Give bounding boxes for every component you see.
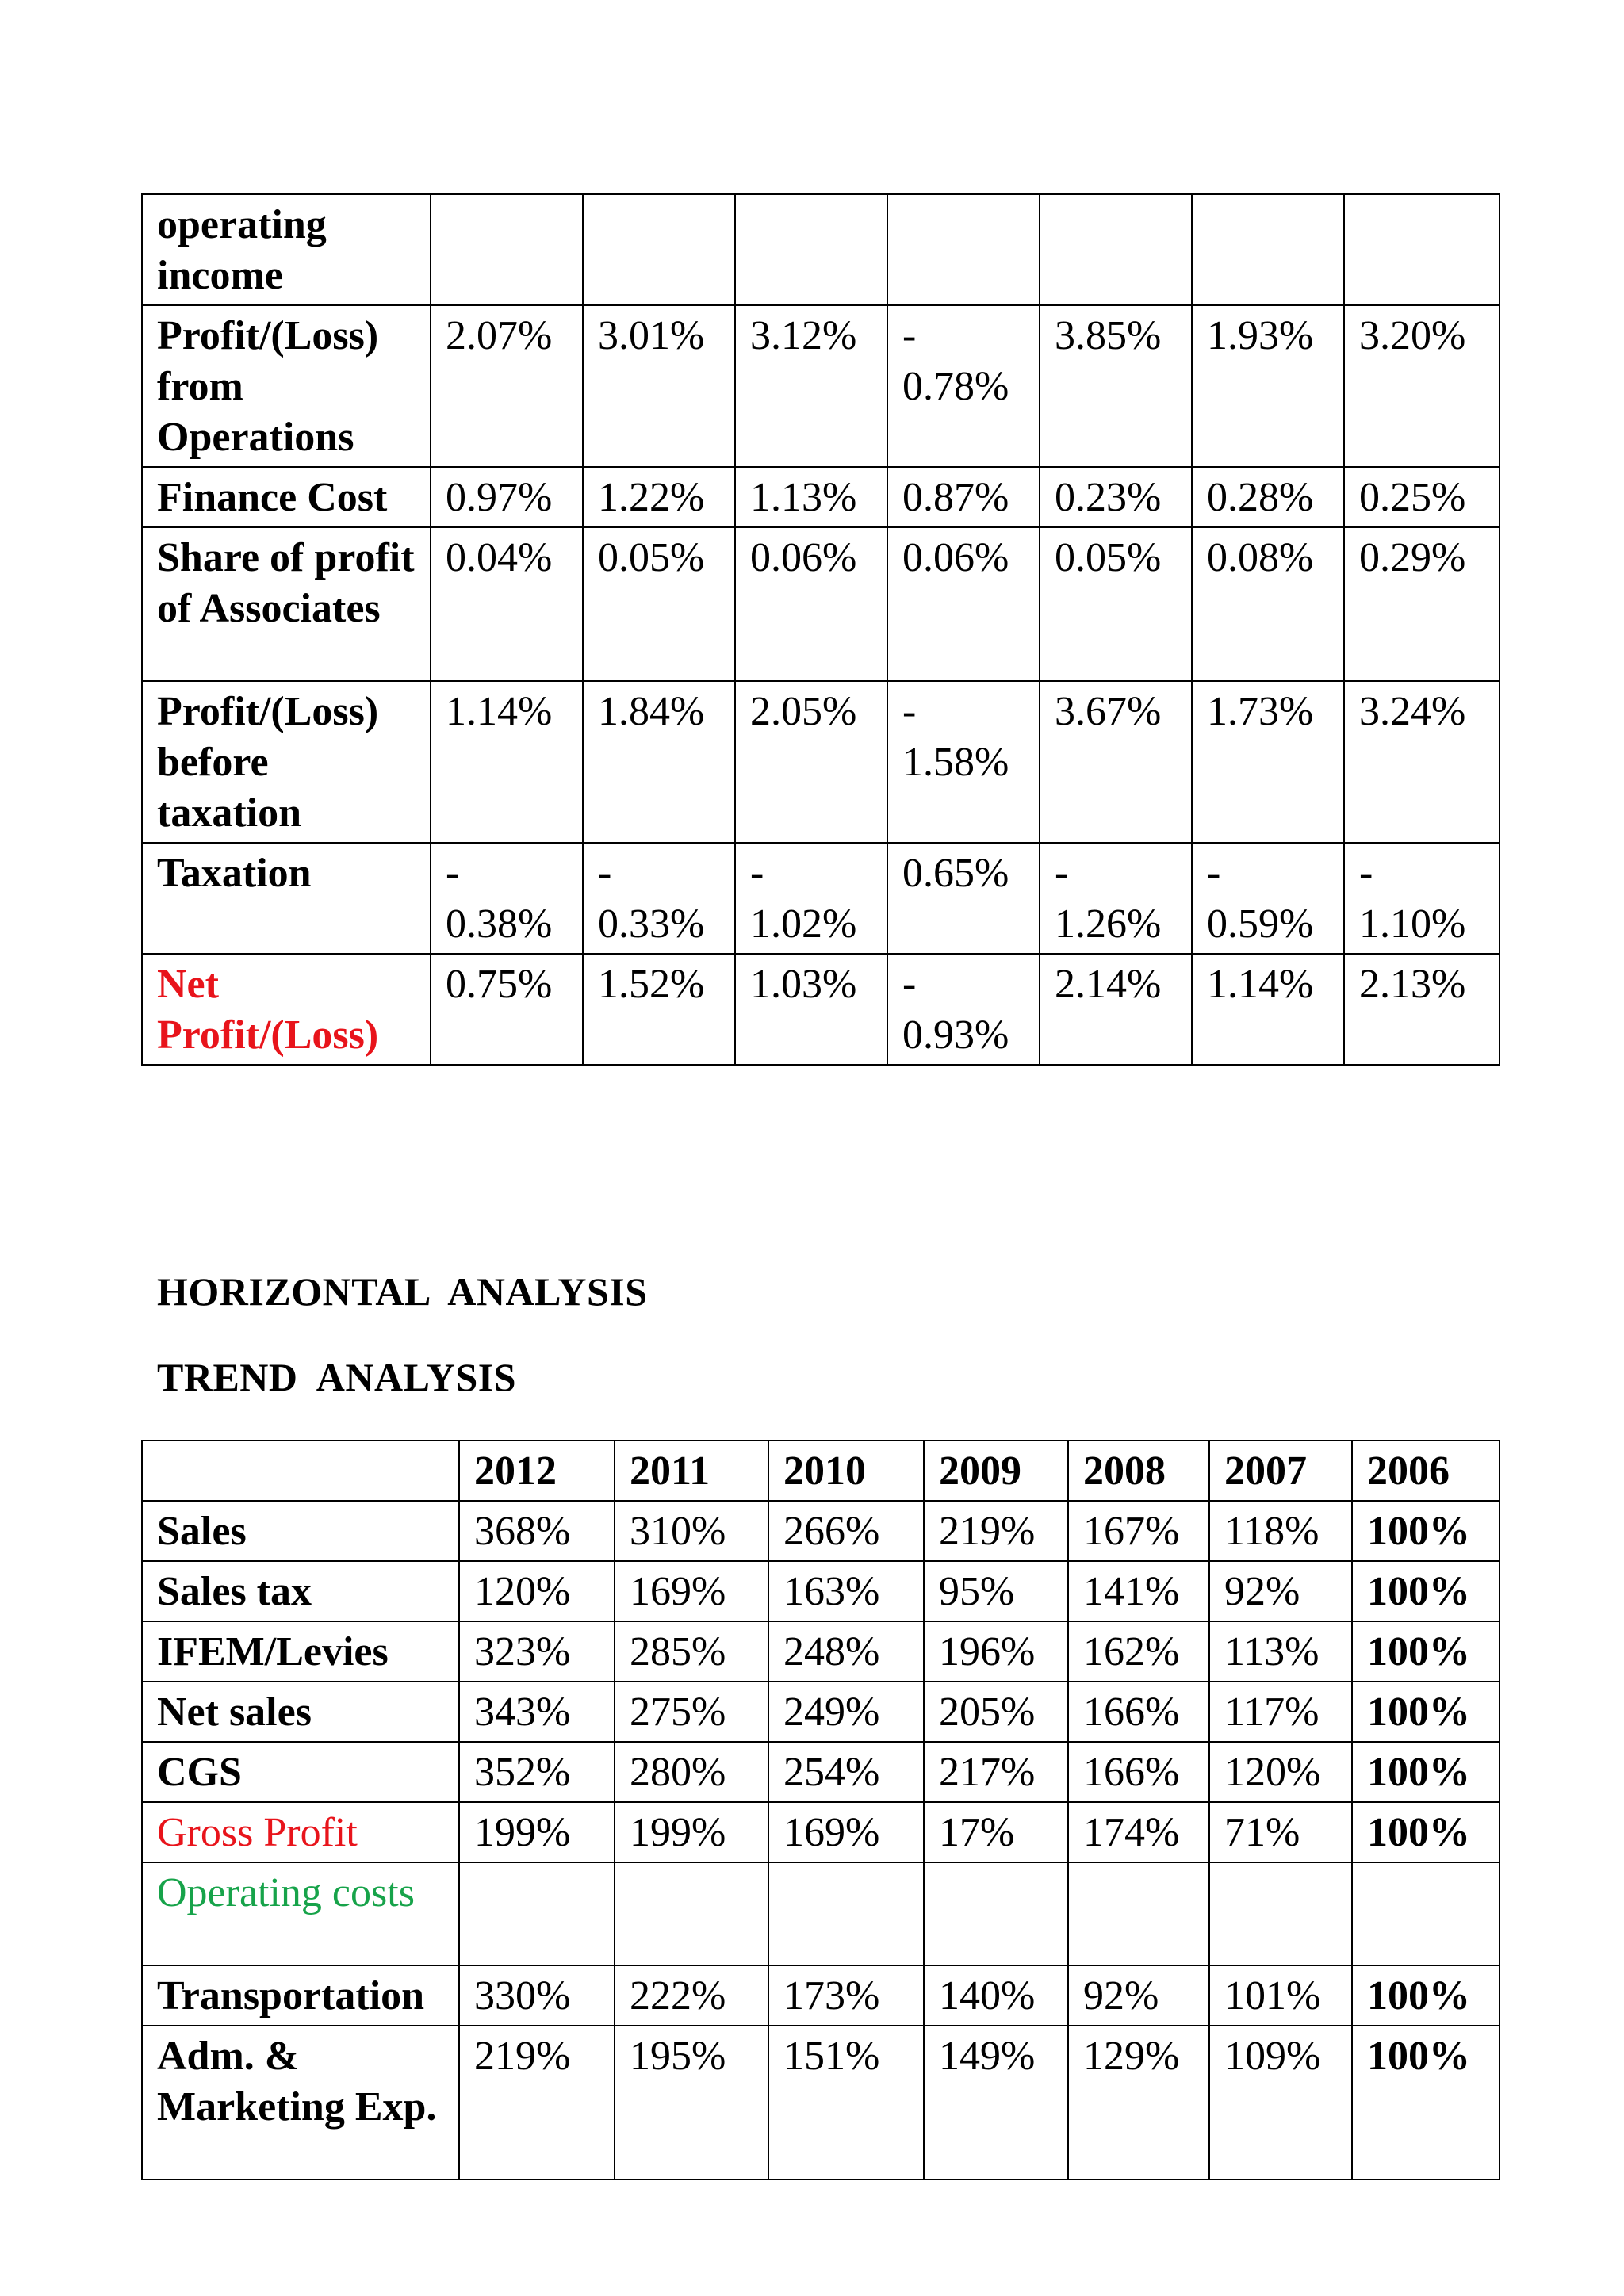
row-label-sales: Sales [142, 1501, 459, 1561]
cell: 140% [924, 1965, 1068, 2026]
row-label-adm-marketing: Adm. & Marketing Exp. [142, 2026, 459, 2179]
table-row [142, 681, 1500, 843]
table-row [142, 467, 1500, 527]
table-header-row [142, 1441, 1500, 1501]
cell: 92% [1209, 1561, 1352, 1621]
cell: 199% [459, 1802, 615, 1862]
cell [1352, 1862, 1500, 1965]
cell: 1.13% [735, 467, 887, 527]
cell: 100% [1352, 1561, 1500, 1621]
cell: 330% [459, 1965, 615, 2026]
trend-analysis-table [141, 1440, 1500, 2180]
cell [1040, 194, 1192, 305]
cell: - 1.58% [887, 681, 1040, 843]
cell: 3.67% [1040, 681, 1192, 843]
cell: 95% [924, 1561, 1068, 1621]
cell: 129% [1068, 2026, 1209, 2179]
cell: 141% [1068, 1561, 1209, 1621]
cell: 1.84% [583, 681, 735, 843]
cell: 173% [768, 1965, 924, 2026]
cell: - 1.02% [735, 843, 887, 954]
header-empty-cell [142, 1441, 459, 1501]
cell: 118% [1209, 1501, 1352, 1561]
cell: 100% [1352, 1682, 1500, 1742]
column-header-year: 2006 [1352, 1441, 1500, 1501]
cell: 196% [924, 1621, 1068, 1682]
cell: 0.06% [887, 527, 1040, 681]
cell: 0.05% [583, 527, 735, 681]
cell: 3.24% [1344, 681, 1500, 843]
table-row [142, 2026, 1500, 2179]
row-label-gross-profit: Gross Profit [142, 1802, 459, 1862]
cell: 266% [768, 1501, 924, 1561]
cell: 166% [1068, 1682, 1209, 1742]
cell: 100% [1352, 2026, 1500, 2179]
cell: - 1.26% [1040, 843, 1192, 954]
cell: 0.06% [735, 527, 887, 681]
row-label-transportation: Transportation [142, 1965, 459, 2026]
cell: 163% [768, 1561, 924, 1621]
cell: 1.22% [583, 467, 735, 527]
cell: - 1.10% [1344, 843, 1500, 954]
cell: 285% [615, 1621, 768, 1682]
cell: 169% [615, 1561, 768, 1621]
cell: 0.08% [1192, 527, 1344, 681]
cell: 254% [768, 1742, 924, 1802]
cell [1209, 1862, 1352, 1965]
cell: 166% [1068, 1742, 1209, 1802]
cell: 343% [459, 1682, 615, 1742]
table-row [142, 954, 1500, 1065]
cell: 0.97% [431, 467, 583, 527]
row-label-finance-cost: Finance Cost [142, 467, 431, 527]
cell: 3.85% [1040, 305, 1192, 467]
cell [1192, 194, 1344, 305]
column-header-year: 2010 [768, 1441, 924, 1501]
table-row [142, 305, 1500, 467]
cell: 280% [615, 1742, 768, 1802]
cell: 0.65% [887, 843, 1040, 954]
table-row [142, 1802, 1500, 1862]
cell: - 0.93% [887, 954, 1040, 1065]
cell: 100% [1352, 1742, 1500, 1802]
cell: 275% [615, 1682, 768, 1742]
cell: 149% [924, 2026, 1068, 2179]
row-label-share-of-profit: Share of profit of Associates [142, 527, 431, 681]
cell: 249% [768, 1682, 924, 1742]
heading-trend-analysis: TREND ANALYSIS [157, 1355, 517, 1399]
cell: - 0.78% [887, 305, 1040, 467]
cell: 219% [459, 2026, 615, 2179]
cell: 151% [768, 2026, 924, 2179]
cell [924, 1862, 1068, 1965]
cell: 162% [1068, 1621, 1209, 1682]
cell: 1.52% [583, 954, 735, 1065]
cell: 3.20% [1344, 305, 1500, 467]
cell: 167% [1068, 1501, 1209, 1561]
table-row [142, 194, 1500, 305]
cell: 310% [615, 1501, 768, 1561]
cell: 205% [924, 1682, 1068, 1742]
cell: 199% [615, 1802, 768, 1862]
cell: - 0.38% [431, 843, 583, 954]
cell: 92% [1068, 1965, 1209, 2026]
row-label-operating-costs: Operating costs [142, 1862, 459, 1965]
cell: 0.29% [1344, 527, 1500, 681]
column-header-year: 2012 [459, 1441, 615, 1501]
cell: 169% [768, 1802, 924, 1862]
cell: 2.05% [735, 681, 887, 843]
cell [735, 194, 887, 305]
cell: 2.07% [431, 305, 583, 467]
cell: 0.05% [1040, 527, 1192, 681]
cell: 3.12% [735, 305, 887, 467]
cell [887, 194, 1040, 305]
cell: 1.14% [431, 681, 583, 843]
cell [615, 1862, 768, 1965]
cell: 248% [768, 1621, 924, 1682]
table-row [142, 1742, 1500, 1802]
table-row [142, 1965, 1500, 2026]
cell [1344, 194, 1500, 305]
row-label-sales-tax: Sales tax [142, 1561, 459, 1621]
cell: 195% [615, 2026, 768, 2179]
row-label-net-profit: Net Profit/(Loss) [142, 954, 431, 1065]
cell: 0.87% [887, 467, 1040, 527]
row-label-taxation: Taxation [142, 843, 431, 954]
column-header-year: 2007 [1209, 1441, 1352, 1501]
table-row [142, 1862, 1500, 1965]
table-row [142, 1682, 1500, 1742]
cell: 174% [1068, 1802, 1209, 1862]
cell [583, 194, 735, 305]
column-header-year: 2008 [1068, 1441, 1209, 1501]
cell: 113% [1209, 1621, 1352, 1682]
cell: 368% [459, 1501, 615, 1561]
cell: 0.75% [431, 954, 583, 1065]
cell: 101% [1209, 1965, 1352, 2026]
cell: 0.25% [1344, 467, 1500, 527]
cell: 323% [459, 1621, 615, 1682]
cell: 17% [924, 1802, 1068, 1862]
heading-horizontal-analysis: HORIZONTAL ANALYSIS [157, 1269, 648, 1314]
cell: 2.13% [1344, 954, 1500, 1065]
column-header-year: 2011 [615, 1441, 768, 1501]
table-row [142, 527, 1500, 681]
cell: 1.73% [1192, 681, 1344, 843]
cell: 2.14% [1040, 954, 1192, 1065]
cell: 100% [1352, 1501, 1500, 1561]
cell: 109% [1209, 2026, 1352, 2179]
cell: 117% [1209, 1682, 1352, 1742]
cell: 3.01% [583, 305, 735, 467]
table-row [142, 843, 1500, 954]
row-label-operating-income: operating income [142, 194, 431, 305]
cell: 222% [615, 1965, 768, 2026]
cell [768, 1862, 924, 1965]
cell: 0.04% [431, 527, 583, 681]
cell: 71% [1209, 1802, 1352, 1862]
cell: 120% [459, 1561, 615, 1621]
cell: 100% [1352, 1621, 1500, 1682]
cell: 1.14% [1192, 954, 1344, 1065]
vertical-analysis-table [141, 193, 1500, 1066]
cell: 1.03% [735, 954, 887, 1065]
table-row [142, 1501, 1500, 1561]
cell [431, 194, 583, 305]
row-label-net-sales: Net sales [142, 1682, 459, 1742]
cell [1068, 1862, 1209, 1965]
cell [459, 1862, 615, 1965]
row-label-profit-before-taxation: Profit/(Loss) before taxation [142, 681, 431, 843]
cell: 217% [924, 1742, 1068, 1802]
cell: - 0.33% [583, 843, 735, 954]
cell: 219% [924, 1501, 1068, 1561]
cell: 0.23% [1040, 467, 1192, 527]
table-row [142, 1621, 1500, 1682]
column-header-year: 2009 [924, 1441, 1068, 1501]
table-row [142, 1561, 1500, 1621]
cell: 352% [459, 1742, 615, 1802]
cell: 1.93% [1192, 305, 1344, 467]
cell: 100% [1352, 1802, 1500, 1862]
row-label-ifem-levies: IFEM/Levies [142, 1621, 459, 1682]
cell: 120% [1209, 1742, 1352, 1802]
cell: 0.28% [1192, 467, 1344, 527]
cell: 100% [1352, 1965, 1500, 2026]
cell: - 0.59% [1192, 843, 1344, 954]
row-label-cgs: CGS [142, 1742, 459, 1802]
row-label-profit-from-operations: Profit/(Loss) from Operations [142, 305, 431, 467]
